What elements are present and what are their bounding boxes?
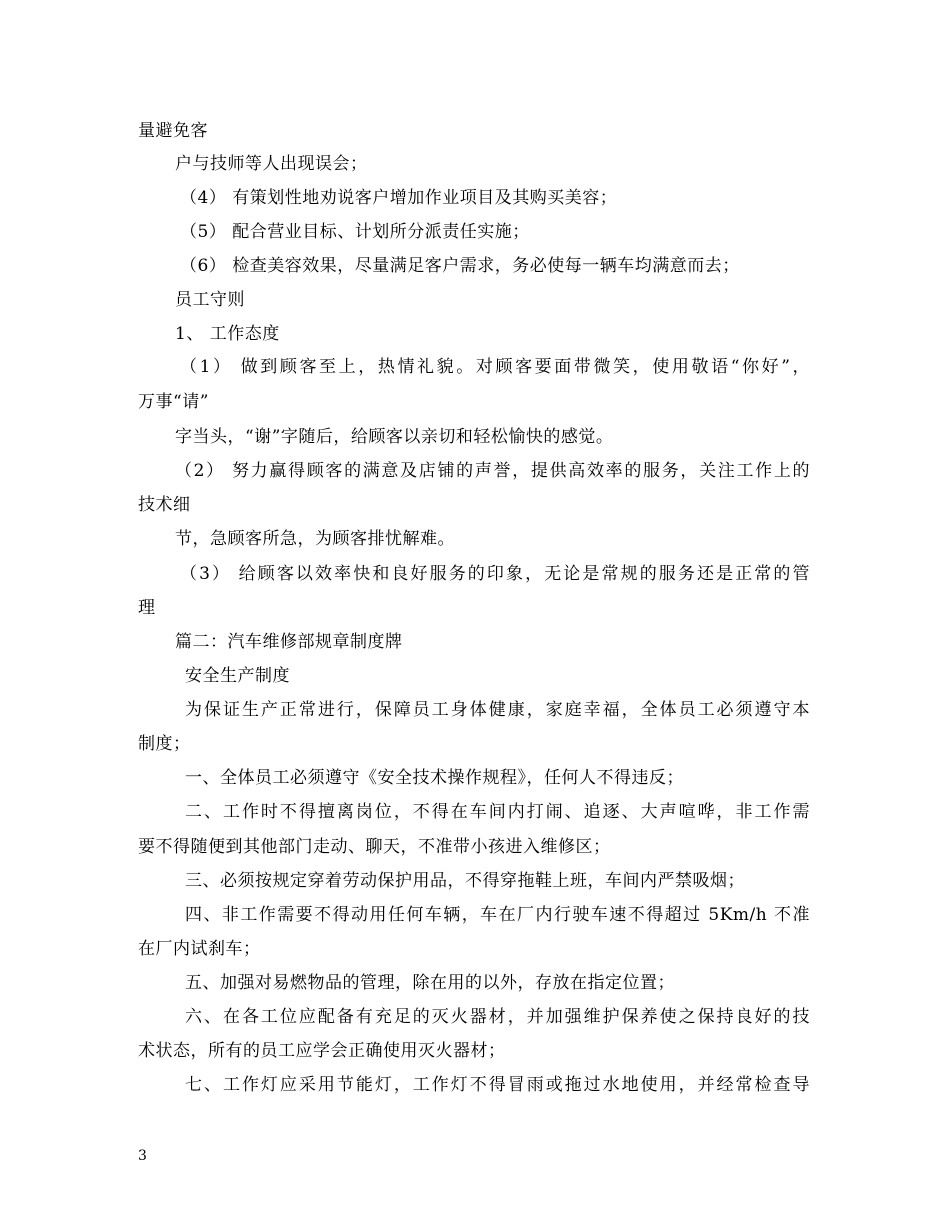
text-line: 户与技师等人出现误会；	[175, 154, 368, 174]
text-line: 为保证生产正常进行，保障员工身体健康，家庭幸福，全体员工必须遵守本	[185, 700, 810, 720]
text-line: （3） 给顾客以效率快和良好服务的印象，无论是常规的服务还是正常的管	[180, 564, 810, 584]
text-line: 技术细	[138, 495, 191, 515]
chapter-title: 篇二：汽车维修部规章制度牌	[175, 632, 403, 652]
text-line: 万事“请”	[138, 392, 209, 412]
text-line: 术状态，所有的员工应学会正确使用灭火器材；	[138, 1041, 506, 1061]
text-line: 四、非工作需要不得动用任何车辆，车在厂内行驶车速不得超过 5Km/h 不准	[185, 905, 810, 925]
text-line: 量避免客	[138, 121, 208, 141]
text-line: （6） 检查美容效果，尽量满足客户需求，务必使每一辆车均满意而去；	[180, 256, 740, 276]
text-line: 要不得随便到其他部门走动、聊天，不准带小孩进入维修区；	[138, 837, 611, 857]
text-line: （2） 努力赢得顾客的满意及店铺的声誉，提供高效率的服务，关注工作上的	[175, 461, 810, 481]
section-heading: 员工守则	[175, 290, 245, 310]
page-number: 3	[138, 1148, 147, 1164]
text-line: 字当头，“谢”字随后，给顾客以亲切和轻松愉快的感觉。	[175, 427, 614, 447]
text-line: 制度；	[138, 734, 191, 754]
subsection-heading: 1、 工作态度	[175, 324, 280, 344]
text-line: 五、加强对易燃物品的管理，除在用的以外，存放在指定位置；	[185, 973, 675, 993]
text-line: 节，急顾客所急，为顾客排忧解难。	[175, 529, 455, 549]
text-line: 七、工作灯应采用节能灯，工作灯不得冒雨或拖过水地使用，并经常检查导	[185, 1075, 810, 1095]
text-line: 理	[138, 598, 156, 618]
text-line: （5） 配合营业目标、计划所分派责任实施；	[180, 222, 530, 242]
text-line: 二、工作时不得擅离岗位，不得在车间内打闹、追逐、大声喧哗，非工作需	[185, 802, 810, 822]
text-line: 在厂内试刹车；	[138, 939, 261, 959]
text-line: （1） 做到顾客至上，热情礼貌。对顾客要面带微笑，使用敬语“你好”，	[180, 357, 810, 377]
text-line: （4） 有策划性地劝说客户增加作业项目及其购买美容；	[180, 188, 618, 208]
section-heading: 安全生产制度	[185, 666, 290, 686]
text-line: 一、全体员工必须遵守《安全技术操作规程》，任何人不得违反；	[185, 768, 684, 788]
text-line: 三、必须按规定穿着劳动保护用品，不得穿拖鞋上班，车间内严禁吸烟；	[185, 871, 745, 891]
text-line: 六、在各工位应配备有充足的灭火器材，并加强维护保养使之保持良好的技	[185, 1007, 810, 1027]
